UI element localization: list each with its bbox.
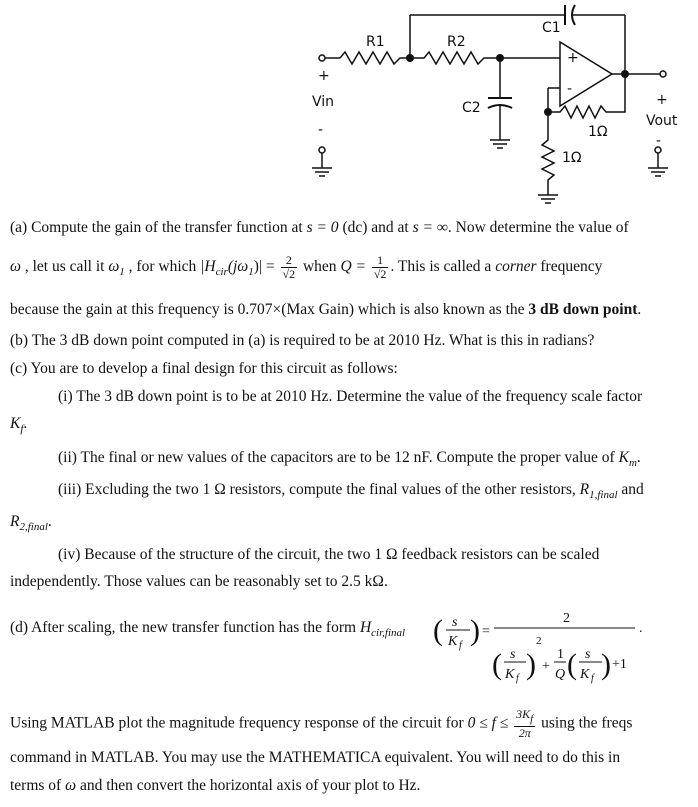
r1-label: R1 (366, 34, 385, 50)
svg-text:f: f (459, 640, 462, 651)
svg-text:2: 2 (536, 635, 542, 647)
c2-label: C2 (462, 100, 481, 116)
feedback-resistor-bottom-label: 1Ω (562, 150, 582, 166)
r2-label: R2 (447, 34, 466, 50)
svg-text:.: . (639, 621, 643, 636)
part-c-i: (i) The 3 dB down point is to be at 2010 Hz. Determine the value of the frequency scale factor (58, 388, 643, 405)
svg-text:2: 2 (563, 611, 570, 626)
r1-resistor (340, 52, 410, 64)
circuit-schematic (0, 0, 698, 205)
part-c-iii: (iii) Excluding the two 1 Ω resistors, compute the final values of the other resistors, $R_{1,final}$ and (58, 481, 644, 501)
svg-text:K: K (505, 667, 515, 682)
svg-text:f: f (591, 673, 594, 684)
svg-text:s: s (585, 647, 591, 662)
part-c-i-kf: $K_f$. (10, 415, 28, 435)
svg-text:+: + (542, 659, 550, 674)
gain-fraction: $\frac{2}{√2}$ (282, 253, 296, 281)
q-fraction: $\frac{1}{√2}$ (373, 253, 387, 281)
vout-plus-label: + (656, 92, 668, 108)
svg-text:K: K (448, 634, 458, 649)
svg-text:s: s (452, 615, 458, 630)
vout-label: Vout (646, 113, 678, 129)
svg-text:K: K (580, 667, 590, 682)
part-a-line-1: (a) Compute the gain of the transfer function at s = 0 (dc) and at s = ∞. Now determine the value of (10, 219, 629, 236)
node-2-dot (496, 54, 504, 62)
part-e-line-3: terms of ω and then convert the horizontal axis of your plot to Hz. (10, 777, 421, 794)
part-d: (d) After scaling, the new transfer function has the form $H_{cir,final}$ (10, 619, 406, 639)
ground-symbols (312, 140, 668, 203)
svg-text:(: ( (492, 648, 502, 681)
part-e-line-1: Using MATLAB plot the magnitude frequency response of the circuit for 0 ≤ f ≤ $\frac{3Kf}{2\pi}$ using the freqs (10, 707, 633, 740)
svg-text:): ) (470, 614, 480, 647)
part-c-iv-line-1: (iv) Because of the structure of the circuit, the two 1 Ω feedback resistors can be scaled (58, 546, 600, 563)
vin-terminal (319, 55, 325, 61)
vout-terminal (660, 71, 666, 77)
part-c-ii: (ii) The final or new values of the capacitors are to be 12 nF. Compute the proper value of $K_m$. (58, 449, 641, 469)
transfer-function-expression (430, 598, 650, 690)
svg-text:s: s (510, 647, 516, 662)
vin-minus-label: - (318, 122, 324, 138)
freq-limit-fraction: $\frac{3Kf}{2\pi}$ (516, 707, 534, 740)
svg-text:): ) (601, 648, 611, 681)
feedback-resistor-bottom (542, 112, 554, 195)
part-a-line-2: ω , let us call it $\omega_1$ , for which $|H_{cir}(j\omega_1)|$ = $\frac{2}{√2}$ when Q = $\frac{1}{√2}$ . This is called a corner frequency (10, 253, 603, 281)
svg-text:f: f (516, 673, 519, 684)
svg-text:1: 1 (557, 647, 564, 662)
part-e-line-2: command in MATLAB. You may use the MATHEMATICA equivalent. You will need to do this in (10, 749, 621, 766)
vin-minus-terminal (319, 147, 325, 153)
part-c: (c) You are to develop a final design for this circuit as follows: (10, 360, 398, 377)
vin-plus-label: + (318, 68, 330, 84)
part-c-iv-line-2: independently. Those values can be reasonably set to 2.5 kΩ. (10, 573, 388, 590)
svg-text:(: ( (567, 648, 577, 681)
vout-minus-label: - (656, 133, 662, 149)
vin-label: Vin (312, 94, 335, 110)
opamp-plus-label: + (567, 50, 579, 66)
part-c-iii-r2: $R_{2,final}$. (10, 513, 52, 533)
svg-text:=: = (482, 624, 490, 639)
svg-text:): ) (526, 648, 536, 681)
feedback-resistor-top-label: 1Ω (588, 124, 608, 140)
opamp-minus-label: - (567, 81, 573, 97)
output-node-dot (621, 70, 629, 78)
part-a-line-3: because the gain at this frequency is 0.707×(Max Gain) which is also known as the 3 dB down point. (10, 301, 642, 318)
svg-text:(: ( (433, 614, 443, 647)
svg-text:Q: Q (555, 667, 566, 682)
feedback-node-dot (544, 108, 552, 116)
r2-resistor (410, 52, 500, 64)
part-b: (b) The 3 dB down point computed in (a) is required to be at 2010 Hz. What is this in radians? (10, 332, 595, 349)
c1-label: C1 (542, 20, 561, 36)
node-1-dot (406, 54, 414, 62)
svg-text:+1: +1 (612, 657, 627, 672)
